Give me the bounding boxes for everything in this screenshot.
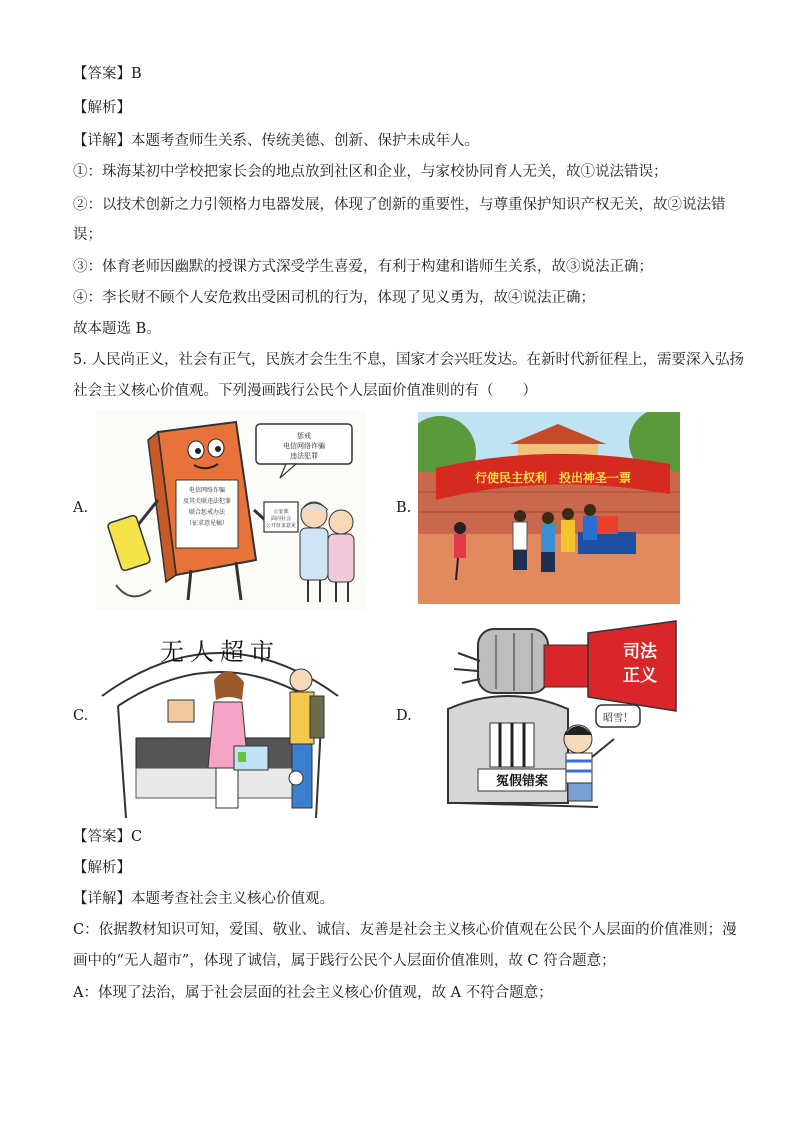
- item-4: ④：李长财不顾个人安危救出受困司机的行为，体现了见义勇为，故④说法正确；: [73, 290, 595, 306]
- svg-text:违法犯罪: 违法犯罪: [290, 452, 318, 460]
- explain-a: A：体现了法治，属于社会层面的社会主义核心价值观，故 A 不符合题意；: [73, 985, 553, 1001]
- option-c-label: C.: [73, 708, 89, 724]
- explain-c-cont: 画中的“无人超市”，体现了诚信，属于践行公民个人层面价值准则，故 C 符合题意；: [73, 953, 616, 969]
- detail-text-2: 【详解】本题考查社会主义核心价值观。: [73, 891, 334, 907]
- svg-text:电信网络诈骗: 电信网络诈骗: [188, 487, 226, 494]
- svg-text:及其关联违法犯罪: 及其关联违法犯罪: [182, 498, 232, 505]
- cartoon-c: [96, 618, 344, 818]
- conclusion: 故本题选 B。: [73, 321, 161, 337]
- svg-text:（征求意见稿）: （征求意见稿）: [185, 520, 229, 527]
- cartoon-a: [96, 410, 366, 610]
- svg-text:面向社会: 面向社会: [270, 516, 292, 522]
- analysis-label: 【解析】: [73, 100, 131, 116]
- svg-text:公开征求意见: 公开征求意见: [265, 523, 297, 529]
- svg-text:电信网络诈骗: 电信网络诈骗: [283, 442, 325, 450]
- svg-text:司法: 司法: [623, 642, 657, 662]
- question-stem: 5. 人民尚正义，社会有正气，民族才会生生不息，国家才会兴旺发达。在新时代新征程上，需要深入弘扬: [73, 352, 744, 368]
- svg-text:正义: 正义: [623, 666, 657, 686]
- option-d-label: D.: [396, 708, 412, 724]
- item-3: ③：体育老师因幽默的授课方式深受学生喜爱，有利于构建和谐师生关系，故③说法正确；: [73, 259, 653, 275]
- option-a-label: A.: [73, 500, 89, 516]
- notice-sign: [264, 502, 298, 532]
- answer-label-2: 【答案】C: [73, 829, 143, 845]
- svg-text:昭雪！: 昭雪！: [603, 713, 633, 724]
- exoneration-speech: [596, 705, 640, 727]
- svg-text:无人超市: 无人超市: [160, 638, 280, 666]
- svg-text:联合惩戒办法: 联合惩戒办法: [188, 509, 226, 516]
- option-b-label: B.: [396, 500, 412, 516]
- answer-label: 【答案】B: [73, 66, 142, 82]
- detail-text: 【详解】本题考查师生关系、传统美德、创新、保护未成年人。: [73, 133, 479, 149]
- svg-text:冤假错案: 冤假错案: [495, 774, 549, 789]
- item-2: ②：以技术创新之力引领格力电器发展，体现了创新的重要性，与尊重保护知识产权无关，故②说法错: [73, 197, 726, 213]
- question-stem-cont: 社会主义核心价值观。下列漫画践行公民个人层面价值准则的有（ ）: [73, 383, 537, 399]
- analysis-label-2: 【解析】: [73, 860, 131, 876]
- item-1: ①：珠海某初中学校把家长会的地点放到社区和企业，与家校协同育人无关，故①说法错误；: [73, 164, 668, 180]
- svg-text:公安部: 公安部: [273, 509, 289, 515]
- item-2-cont: 误；: [73, 227, 102, 243]
- cartoon-b: [418, 412, 680, 604]
- svg-text:惩戒: 惩戒: [297, 432, 311, 440]
- explain-c: C：依据教材知识可知，爱国、敬业、诚信、友善是社会主义核心价值观在公民个人层面的价值准则；漫: [73, 922, 737, 938]
- cartoon-d: [418, 613, 678, 817]
- svg-text:行使民主权利 投出神圣一票: 行使民主权利 投出神圣一票: [474, 471, 632, 485]
